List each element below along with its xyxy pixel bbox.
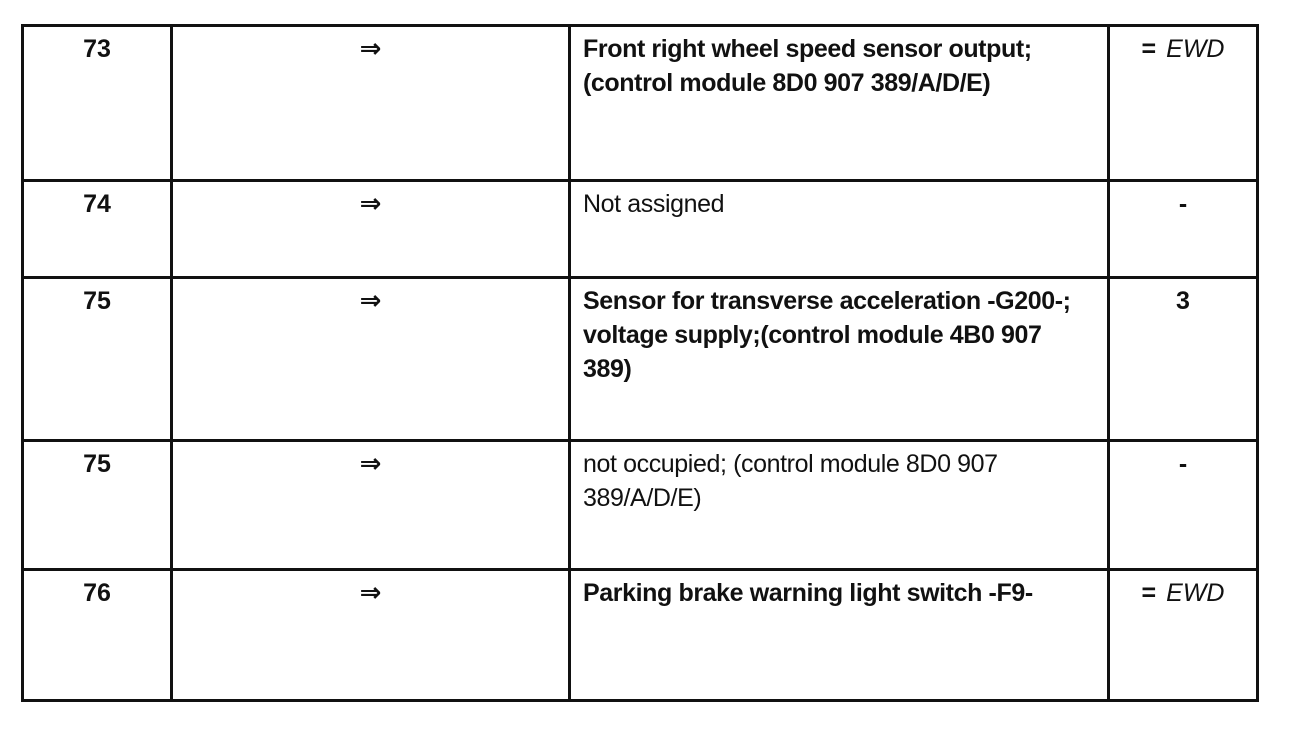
pin-number: 73	[23, 26, 172, 181]
pin-number: 76	[23, 570, 172, 701]
pin-number: 75	[23, 441, 172, 570]
pin-assignment-table	[21, 24, 1259, 702]
right-arrow-icon: ⇒	[359, 449, 382, 479]
right-arrow-icon: ⇒	[359, 189, 382, 219]
pin-description: Sensor for transverse acceleration -G200-; voltage supply;(control module 4B0 907 389)	[570, 278, 1109, 441]
reference-cell	[1109, 278, 1258, 441]
reference-value: 3	[1176, 287, 1190, 315]
equals-sign: =	[1141, 579, 1157, 607]
right-arrow-icon: ⇒	[359, 578, 382, 608]
equals-sign: =	[1141, 35, 1157, 63]
pin-description: not occupied; (control module 8D0 907 389/A/D/E)	[570, 441, 1109, 570]
right-arrow-icon: ⇒	[359, 34, 382, 64]
ewd-reference: EWD	[1166, 579, 1225, 607]
pin-description: Front right wheel speed sensor output; (control module 8D0 907 389/A/D/E)	[570, 26, 1109, 181]
table-row	[23, 181, 1258, 278]
table-row	[23, 441, 1258, 570]
pin-description: Parking brake warning light switch -F9-	[570, 570, 1109, 701]
table-row	[23, 278, 1258, 441]
reference-value: -	[1178, 450, 1188, 478]
table-row	[23, 26, 1258, 181]
reference-value: -	[1178, 190, 1188, 218]
reference-cell	[1109, 181, 1258, 278]
pin-number: 74	[23, 181, 172, 278]
table-row	[23, 570, 1258, 701]
reference-cell	[1109, 441, 1258, 570]
reference-cell	[1109, 570, 1258, 701]
reference-cell	[1109, 26, 1258, 181]
right-arrow-icon: ⇒	[359, 286, 382, 316]
pin-description: Not assigned	[570, 181, 1109, 278]
pin-number: 75	[23, 278, 172, 441]
ewd-reference: EWD	[1166, 35, 1225, 63]
